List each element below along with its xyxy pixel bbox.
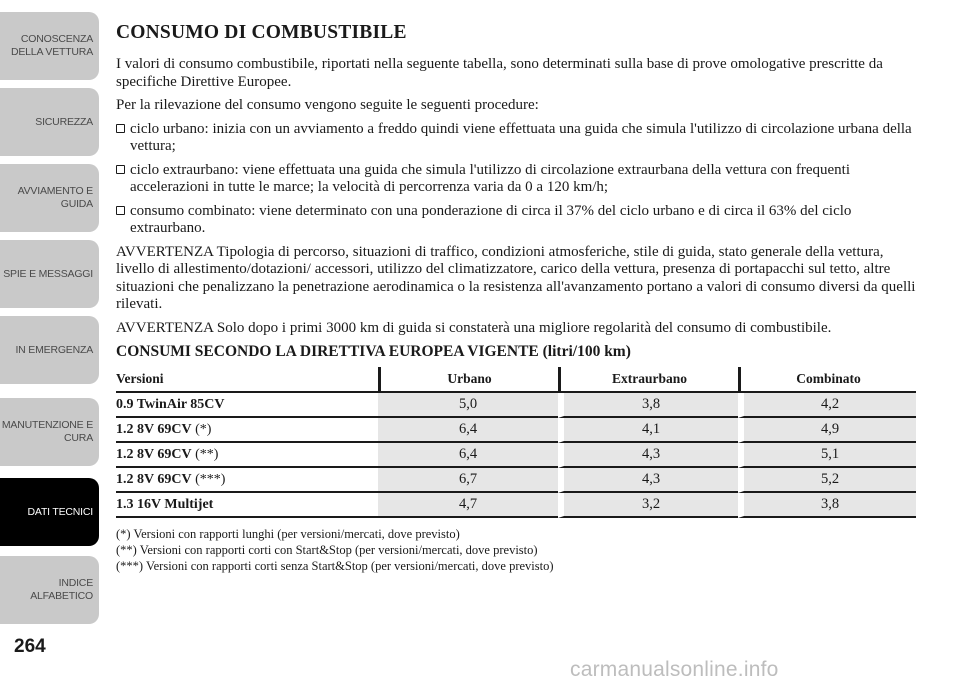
row-version xyxy=(116,468,378,493)
version-note: (*) xyxy=(191,421,212,437)
bullet-consumo-combinato: consumo combinato: viene determinato con una ponderazione di circa il 37% del ciclo urbano e di circa il 63% del ciclo extraurbano. xyxy=(116,203,916,238)
table-header-row xyxy=(116,367,916,393)
cell-urbano: 6,7 xyxy=(378,468,558,493)
cell-urbano: 6,4 xyxy=(378,418,558,443)
cell-urbano: 6,4 xyxy=(378,443,558,468)
cell-combinato: 4,9 xyxy=(738,418,916,443)
cell-urbano: 5,0 xyxy=(378,393,558,418)
version-name: 1.2 8V 69CV xyxy=(116,421,192,437)
header-extraurbano: Extraurbano xyxy=(558,367,738,393)
tab-avviamento-e-guida[interactable] xyxy=(0,164,99,232)
version-name: 1.2 8V 69CV xyxy=(116,446,192,462)
page-title: CONSUMO DI COMBUSTIBILE xyxy=(116,22,407,43)
version-note: (**) xyxy=(191,446,219,462)
tab-label: IN EMERGENZA xyxy=(15,343,93,356)
tab-spie-e-messaggi[interactable] xyxy=(0,240,99,308)
intro-paragraph: I valori di consumo combustibile, riportati nella seguente tabella, sono determinati sulla base di prove omologative prescritte da specifiche Direttive Europee. xyxy=(116,56,883,90)
cell-extraurbano: 3,8 xyxy=(558,393,738,418)
cell-combinato: 4,2 xyxy=(738,393,916,418)
tab-label: DATI TECNICI xyxy=(27,505,93,518)
header-versioni: Versioni xyxy=(116,367,378,393)
tab-indice-alfabetico[interactable] xyxy=(0,556,99,624)
consumption-table xyxy=(116,367,916,518)
footnote: (***) Versioni con rapporti corti senza Start&Stop (per versioni/mercati, dove previsto) xyxy=(116,559,554,573)
version-name: 1.2 8V 69CV xyxy=(116,471,192,487)
table-title: CONSUMI SECONDO LA DIRETTIVA EUROPEA VIGENTE (litri/100 km) xyxy=(116,343,631,360)
tab-dati-tecnici[interactable] xyxy=(0,478,99,546)
cell-combinato: 5,2 xyxy=(738,468,916,493)
table-footnotes xyxy=(116,526,916,574)
main-content xyxy=(116,22,916,574)
table-row xyxy=(116,393,916,418)
tab-label: AVVIAMENTO E GUIDA xyxy=(17,185,93,210)
cell-extraurbano: 4,3 xyxy=(558,468,738,493)
cell-combinato: 3,8 xyxy=(738,493,916,518)
row-version xyxy=(116,393,378,418)
tab-label: CONOSCENZA DELLA VETTURA xyxy=(10,33,93,58)
warning-paragraph: AVVERTENZA Tipologia di percorso, situazioni di traffico, condizioni atmosferiche, stile di guida, stato generale della vettura, livello di allestimento/dotazioni/ accessori, utilizzo del climatizzatore, carico della vettura, presenza di portapacchi sul tetto, altre situazioni che penalizzano la penetrazione aerodinamica o la resistenza all'avanzamento portano a valori di consumo diversi da quelli rilevati. xyxy=(116,243,916,312)
cell-extraurbano: 4,1 xyxy=(558,418,738,443)
tab-label: INDICE ALFABETICO xyxy=(30,577,93,602)
page-number: 264 xyxy=(14,636,46,657)
version-name: 0.9 TwinAir 85CV xyxy=(116,396,225,412)
row-version xyxy=(116,443,378,468)
watermark: carmanualsonline.info xyxy=(570,658,779,681)
version-note: (***) xyxy=(191,471,226,487)
footnote: (**) Versioni con rapporti corti con Start&Stop (per versioni/mercati, dove previsto) xyxy=(116,543,538,557)
cell-extraurbano: 4,3 xyxy=(558,443,738,468)
bullet-ciclo-extraurbano: ciclo extraurbano: viene effettuata una guida che simula l'utilizzo di circolazione extraurbana della vettura con frequenti accelerazioni in tutte le marce; la velocità di percorrenza varia da 0 a 120 km/h; xyxy=(116,162,916,197)
table-row xyxy=(116,443,916,468)
warning-paragraph-km: AVVERTENZA Solo dopo i primi 3000 km di guida si constaterà una migliore regolarità del consumo di combustibile. xyxy=(116,319,832,336)
bullet-ciclo-urbano: ciclo urbano: inizia con un avviamento a freddo quindi viene effettuata una guida che simula l'utilizzo di circolazione urbana della vettura; xyxy=(116,121,916,156)
tab-sicurezza[interactable] xyxy=(0,88,99,156)
table-row xyxy=(116,493,916,518)
tab-manutenzione-e-cura[interactable] xyxy=(0,398,99,466)
tab-label: SPIE E MESSAGGI xyxy=(3,267,93,280)
tab-conoscenza-della-vettura[interactable] xyxy=(0,12,99,80)
footnote: (*) Versioni con rapporti lunghi (per versioni/mercati, dove previsto) xyxy=(116,527,460,541)
tab-label: MANUTENZIONE E CURA xyxy=(1,419,93,444)
procedure-intro: Per la rilevazione del consumo vengono seguite le seguenti procedure: xyxy=(116,97,539,113)
tab-in-emergenza[interactable] xyxy=(0,316,99,384)
row-version xyxy=(116,418,378,443)
row-version xyxy=(116,493,378,518)
header-combinato: Combinato xyxy=(738,367,916,393)
tab-label: SICUREZZA xyxy=(35,115,93,128)
header-urbano: Urbano xyxy=(378,367,558,393)
cell-combinato: 5,1 xyxy=(738,443,916,468)
cell-urbano: 4,7 xyxy=(378,493,558,518)
table-row xyxy=(116,418,916,443)
version-name: 1.3 16V Multijet xyxy=(116,496,214,512)
cell-extraurbano: 3,2 xyxy=(558,493,738,518)
table-row xyxy=(116,468,916,493)
